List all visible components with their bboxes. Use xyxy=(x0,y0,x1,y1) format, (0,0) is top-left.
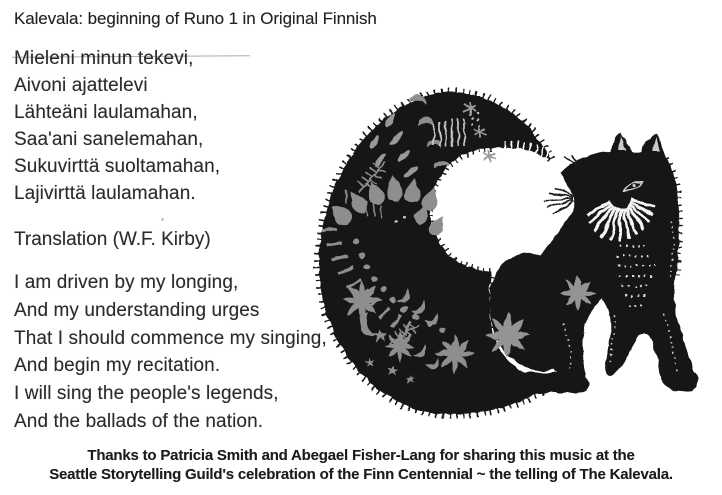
english-verse xyxy=(14,269,327,436)
verse-line: Aivoni ajattelevi xyxy=(14,75,148,96)
scan-artifact-speck xyxy=(161,218,164,221)
fox-tail xyxy=(319,92,552,414)
verse-line: Lajivirttä laulamahan. xyxy=(14,183,196,204)
verse-line: Lähteäni laulamahan, xyxy=(14,102,198,123)
tail-flower xyxy=(342,280,383,321)
verse-line: That I should commence my singing, xyxy=(14,327,327,349)
footer-line: Seattle Storytelling Guild's celebration of the Finn Centennial ~ the telling of The Kalevala. xyxy=(49,465,673,483)
verse-line: And my understanding urges xyxy=(14,299,260,321)
verse-line: And the ballads of the nation. xyxy=(14,410,264,432)
verse-line: Mieleni minun tekevi, xyxy=(14,48,194,69)
page-title: Kalevala: beginning of Runo 1 in Original Finnish xyxy=(14,9,377,28)
tail-flower xyxy=(436,335,475,374)
tail-flower xyxy=(384,330,416,362)
footer-line: Thanks to Patricia Smith and Abegael Fisher-Lang for sharing this music at the xyxy=(87,447,635,464)
finnish-verse xyxy=(14,45,220,207)
verse-line: I will sing the people's legends, xyxy=(14,383,279,405)
verse-line: Sukuvirttä suoltamahan, xyxy=(14,156,221,177)
verse-line: I am driven by my longing, xyxy=(14,272,239,293)
translation-heading: Translation (W.F. Kirby) xyxy=(14,229,211,250)
fox-papercut-illustration xyxy=(300,62,722,454)
verse-line: And begin my recitation. xyxy=(14,355,221,377)
verse-line: Saa'ani sanelemahan, xyxy=(14,129,204,150)
